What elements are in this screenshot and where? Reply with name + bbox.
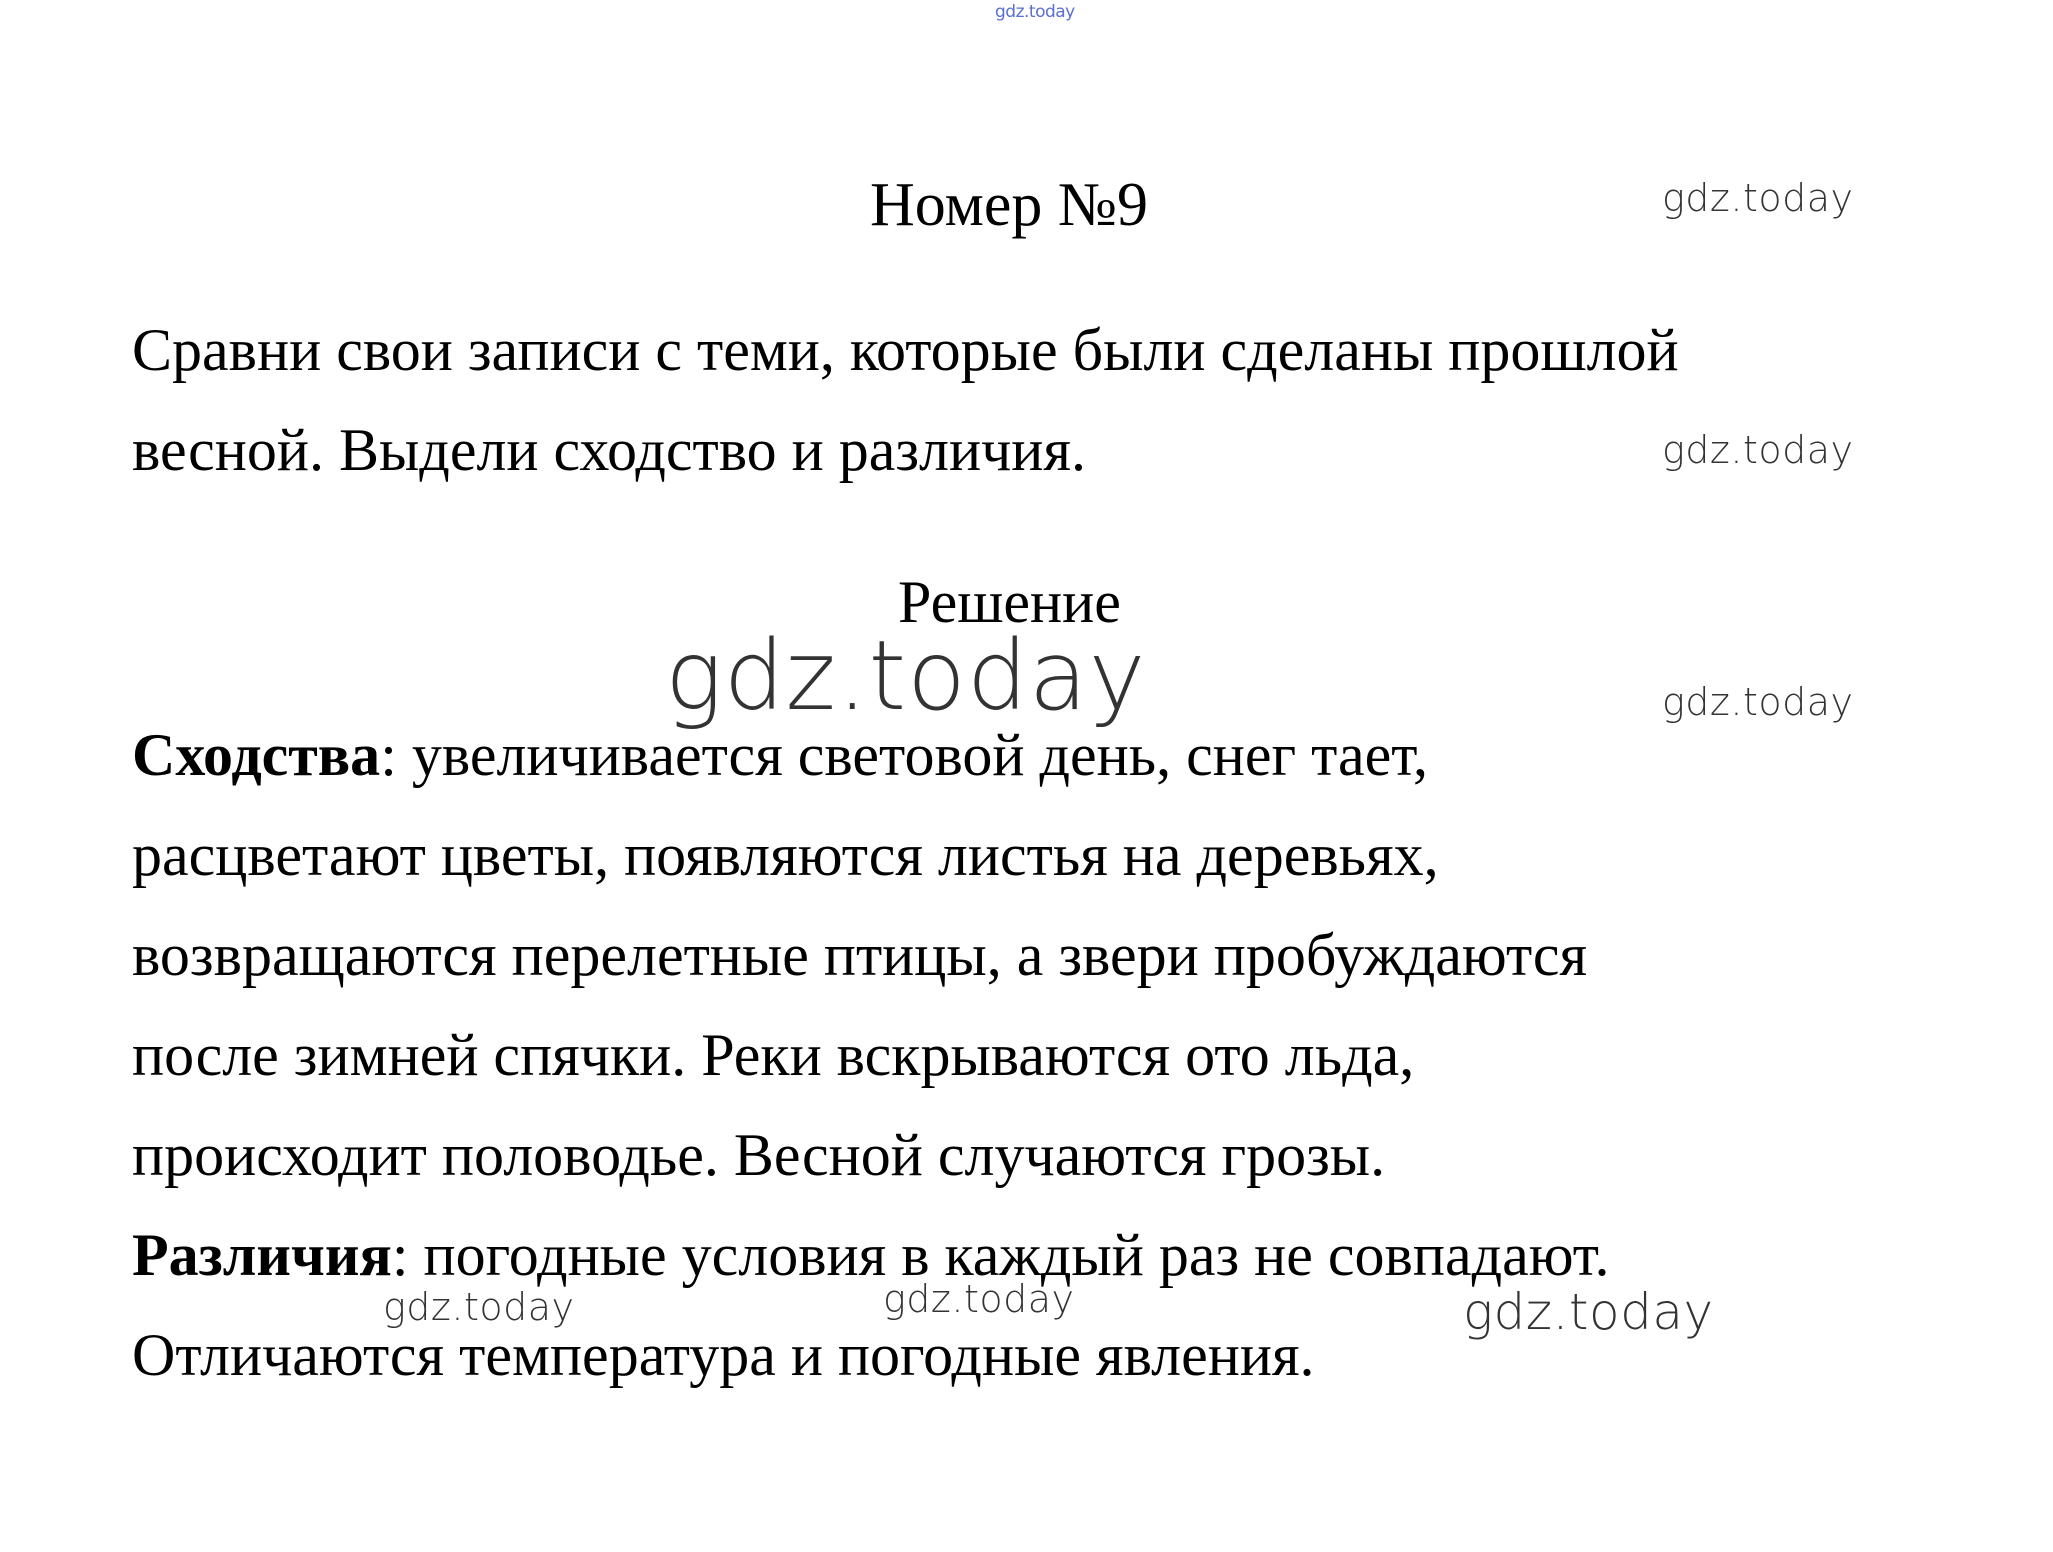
differences-line-1 [132, 1215, 1610, 1295]
differences-label: Различия [132, 1222, 392, 1288]
watermark-bottom-center: gdz.today [883, 1277, 1075, 1321]
watermark-bottom-right: gdz.today [1463, 1283, 1714, 1341]
similarities-line-5: происходит половодье. Весной случаются грозы. [132, 1122, 1386, 1188]
task-line-2: весной. Выдели сходство и различия. [132, 417, 1086, 483]
watermark-right-1: gdz.today [1662, 176, 1854, 220]
watermark-top: gdz.today [995, 2, 1075, 22]
differences-text-1: : погодные условия в каждый раз не совпадают. [391, 1222, 1610, 1288]
similarities-text-1: : увеличивается световой день, снег тает, [380, 722, 1429, 788]
similarities-line-2: расцветают цветы, появляются листья на деревьях, [132, 822, 1439, 888]
similarities-label: Сходства [132, 722, 381, 788]
solution-heading: Решение [898, 569, 1121, 635]
watermark-big-center: gdz.today [665, 620, 1147, 732]
similarities-line-4: после зимней спячки. Реки вскрываются ото льда, [132, 1022, 1415, 1088]
differences-line-2: Отличаются температура и погодные явления. [132, 1322, 1315, 1388]
page-title: Номер №9 [870, 171, 1149, 239]
watermark-bottom-left: gdz.today [383, 1285, 575, 1329]
similarities-line-3: возвращаются перелетные птицы, а звери пробуждаются [132, 922, 1588, 988]
similarities-line-1 [132, 715, 1428, 795]
watermark-right-2: gdz.today [1662, 428, 1854, 472]
watermark-right-3: gdz.today [1662, 680, 1854, 724]
task-line-1: Сравни свои записи с теми, которые были сделаны прошлой [132, 317, 1679, 383]
